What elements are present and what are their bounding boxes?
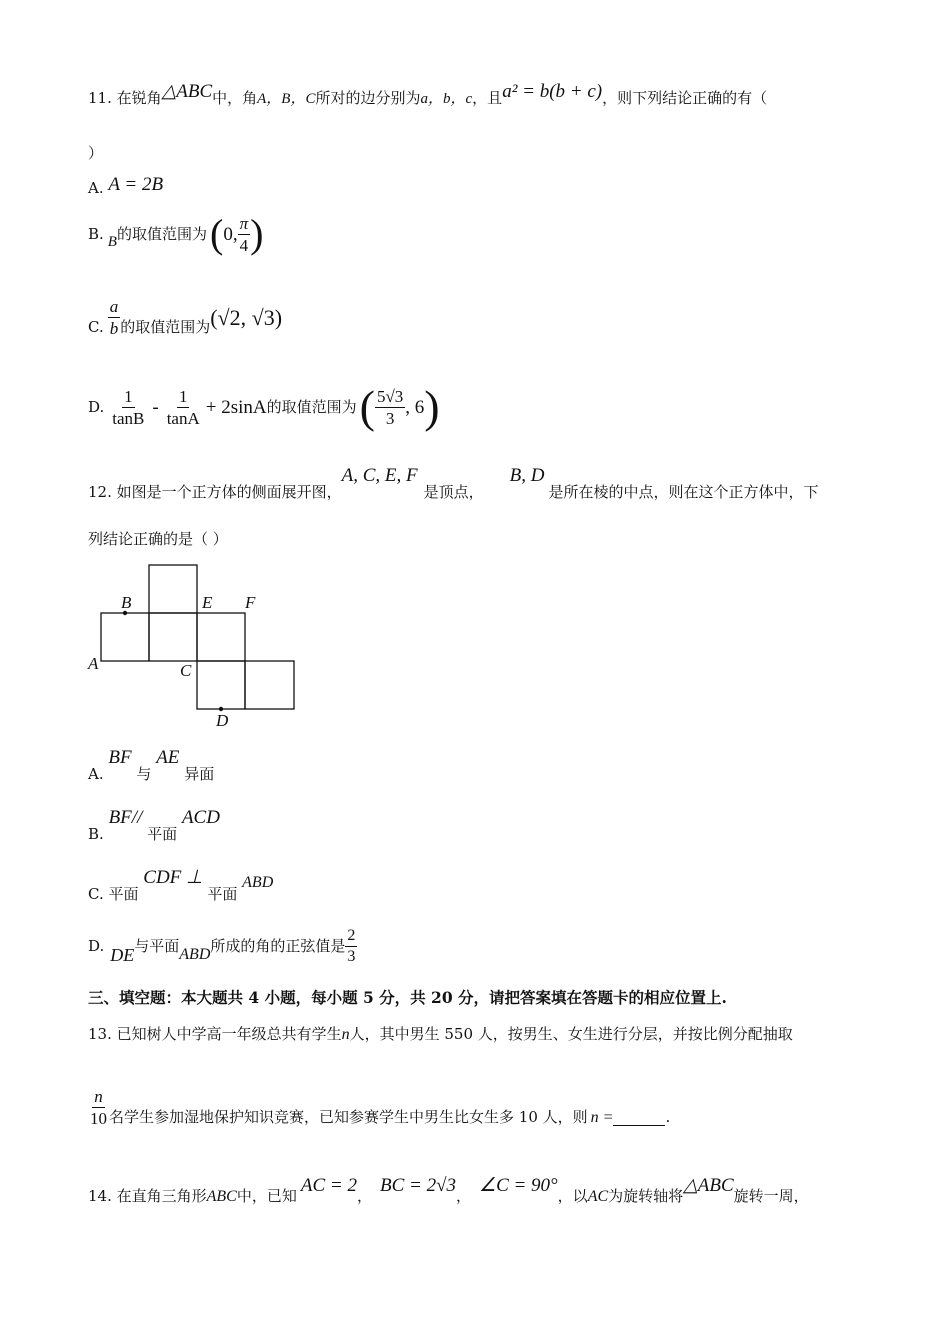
q11-number-text: 11. 在锐角 — [88, 89, 162, 107]
frac-num: 1 — [124, 386, 133, 406]
cube-net-figure — [84, 560, 304, 736]
q14-text: 中，已知 — [236, 1187, 297, 1205]
triangle-abc: △ABC — [161, 81, 213, 102]
line-ae: AE — [156, 747, 180, 768]
net-squares — [101, 565, 294, 709]
q14-text: 14. 在直角三角形 — [88, 1187, 207, 1205]
triangle-name: ABC — [206, 1188, 237, 1205]
period: . — [665, 1108, 671, 1126]
condition-equation: a² = b(b + c) — [502, 81, 603, 102]
q12-line2: 列结论正确的是（ ） — [88, 530, 228, 548]
one-over-tanb — [110, 388, 146, 427]
axis-ac: AC — [587, 1188, 609, 1205]
q11-option-d — [88, 381, 440, 432]
q12-option-d — [88, 928, 357, 965]
option-d-range: ( $\frac{5√3}{3}$ , 6 ) — [359, 381, 440, 432]
range-right: , 6 — [405, 396, 425, 418]
one-over-tana — [165, 388, 202, 427]
option-label: D. — [88, 397, 105, 416]
option-b-var: B — [107, 233, 117, 250]
q13-text: 人，其中男生 550 人，按男生、女生进行分层，并按比例分配抽取 — [349, 1025, 793, 1043]
frac-num: n — [94, 1087, 103, 1106]
q11-line2: ） — [88, 144, 104, 162]
label-f: F — [245, 593, 256, 612]
option-b-range: ( 0, $\frac{\pi}{4}$ ) — [209, 211, 264, 256]
option-label: D. — [88, 937, 105, 955]
two-thirds — [345, 928, 357, 965]
triangle-abc: △ABC — [683, 1175, 734, 1196]
option-label: C. 平面 — [88, 885, 139, 903]
option-text: 平面 — [147, 825, 178, 843]
n-equals: n = — [590, 1108, 614, 1126]
plane-abd: ABD — [179, 945, 211, 963]
q12-option-c — [88, 867, 274, 903]
q13-line2 — [88, 1088, 670, 1127]
answer-blank[interactable] — [613, 1124, 665, 1126]
minus: - — [152, 396, 159, 418]
q14-line1 — [88, 1175, 809, 1205]
q11-text: ，则下列结论正确的有（ — [602, 89, 768, 107]
q13-text: 13. 已知树人中学高一年级总共有学生 — [88, 1025, 342, 1043]
net-square — [197, 613, 245, 661]
plane-acd: ACD — [181, 807, 220, 828]
option-d-text: 的取值范围为 — [266, 397, 357, 416]
q12-text: 12. 如图是一个正方体的侧面展开图， — [88, 483, 342, 501]
angle-c-90: ∠C = 90° — [479, 1175, 558, 1196]
option-label: A. — [88, 179, 104, 197]
angles-abc: A，B，C — [257, 91, 316, 107]
line-bf: BF — [108, 747, 132, 768]
q13-text: 名学生参加湿地保护知识竞赛，已知参赛学生中男生比女生多 10 人，则 — [109, 1108, 588, 1126]
var-n: n — [341, 1026, 350, 1043]
line-de: DE — [110, 944, 135, 965]
option-text: 与 — [136, 765, 152, 783]
range-left: 0, — [223, 223, 238, 245]
net-top-square — [149, 565, 197, 613]
ac-equals-2: AC = 2 — [300, 1175, 357, 1196]
five-root3-over-3 — [375, 388, 405, 427]
frac-num: a — [109, 297, 119, 316]
q14-text: 旋转一周， — [733, 1187, 809, 1205]
label-c: C — [180, 661, 192, 680]
q11-option-b — [88, 211, 264, 256]
net-square — [245, 661, 294, 709]
q11-text: ，且 — [472, 89, 503, 107]
q14-text: ，以 — [557, 1187, 588, 1205]
q12-midpoints: B, D — [509, 465, 545, 486]
q12-text: 是顶点， — [423, 483, 484, 501]
frac-num: 2 — [345, 928, 357, 947]
frac-den: 3 — [385, 408, 395, 428]
q11-text: 中，角 — [212, 89, 258, 107]
q12-option-a — [88, 747, 215, 783]
frac-den: 4 — [239, 235, 249, 255]
plane-cdf-perp: CDF ⊥ — [143, 867, 203, 888]
frac-den: 3 — [347, 948, 356, 965]
option-label: A. — [88, 765, 104, 783]
q12-option-b — [88, 807, 220, 843]
section-3-heading: 三、填空题：本大题共 4 小题，每小题 5 分，共 20 分，请把答案填在答题卡的相应位置上. — [88, 988, 727, 1007]
option-c-text: 的取值范围为 — [120, 318, 211, 336]
q11-line1 — [88, 81, 768, 107]
q11-option-a — [88, 174, 164, 197]
net-square — [149, 613, 197, 661]
frac-den: tanB — [112, 408, 145, 428]
q12-text: 是所在棱的中点，则在这个正方体中，下 — [548, 483, 819, 501]
frac-num: π — [239, 213, 249, 233]
line-bf-parallel: BF// — [108, 807, 143, 828]
q12-line1 — [88, 465, 819, 501]
bc-equals: BC = 2√3 — [379, 1175, 457, 1196]
option-label: B. — [88, 224, 104, 243]
a-over-b — [108, 298, 121, 337]
plus-2sina: + 2sinA — [205, 396, 267, 418]
label-b: B — [121, 593, 132, 612]
option-text: 与平面 — [134, 937, 180, 955]
net-square — [101, 613, 149, 661]
q13-line1 — [88, 1027, 793, 1043]
pi-over-4 — [238, 215, 251, 254]
option-a-expr: A = 2B — [108, 174, 164, 195]
net-square — [197, 661, 245, 709]
frac-den: tanA — [166, 408, 200, 428]
option-text: 异面 — [184, 765, 215, 783]
q12-vertices: A, C, E, F — [341, 465, 418, 486]
sides-abc: a，b，c — [420, 91, 473, 107]
option-b-text: 的取值范围为 — [116, 224, 207, 243]
frac-den: 10 — [90, 1109, 107, 1128]
label-e: E — [202, 593, 213, 612]
frac-num: 5√3 — [376, 386, 404, 406]
q11-option-c — [88, 298, 282, 337]
q14-text: 为旋转轴将 — [608, 1187, 684, 1205]
option-text: 所成的角的正弦值是 — [210, 937, 346, 955]
label-a: A — [88, 654, 99, 673]
separator: ， — [456, 1187, 472, 1205]
option-label: C. — [88, 318, 104, 336]
option-c-range: (√2, √3) — [210, 304, 283, 330]
label-d: D — [216, 711, 229, 730]
frac-den: b — [109, 319, 119, 338]
plane-abd: ABD — [242, 874, 274, 891]
q11-text: 所对的边分别为 — [315, 89, 421, 107]
separator: ， — [356, 1187, 372, 1205]
n-over-10 — [88, 1088, 109, 1127]
option-text: 平面 — [207, 885, 238, 903]
option-label: B. — [88, 825, 104, 843]
frac-num: 1 — [178, 386, 188, 406]
